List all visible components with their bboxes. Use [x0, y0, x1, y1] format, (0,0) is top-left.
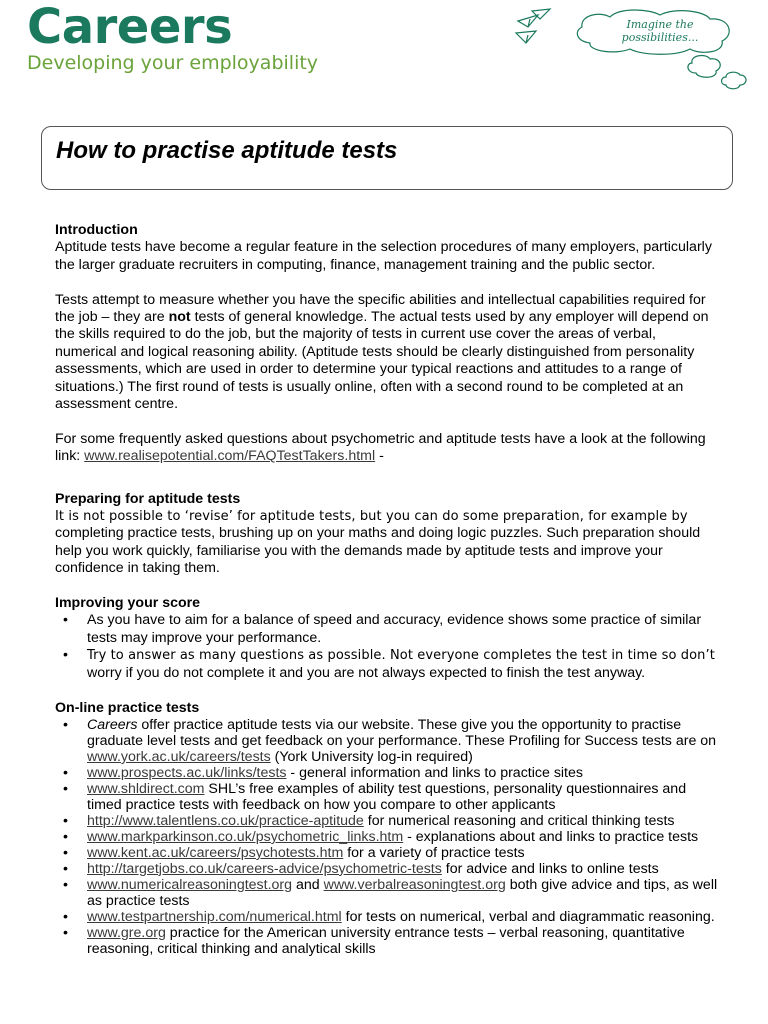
improving-heading: Improving your score [55, 595, 201, 612]
emphasis-not: not [168, 309, 191, 326]
verbal-reasoning-link[interactable]: www.verbalreasoningtest.org [323, 876, 506, 893]
list-item: • www.testpartnership.com/numerical.html for tests on numerical, verbal and diagrammatic reasoning. [55, 909, 720, 925]
paper-plane-icon [532, 9, 550, 19]
slogan: Imagine the possibilities... [621, 18, 699, 44]
kent-link[interactable]: www.kent.ac.uk/careers/psychotests.htm [87, 844, 344, 861]
faq-link[interactable]: www.realisepotential.com/FAQTestTakers.html [84, 448, 376, 465]
numerical-reasoning-link[interactable]: www.numericalreasoningtest.org [87, 876, 293, 893]
improving-list [55, 612, 720, 682]
list-item: • www.prospects.ac.uk/links/tests - general information and links to practice sites [55, 765, 720, 781]
markparkinson-link[interactable]: www.markparkinson.co.uk/psychometric_links.htm [87, 828, 404, 845]
testpartnership-link[interactable]: www.testpartnership.com/numerical.html [87, 908, 342, 925]
list-item: • www.shldirect.com SHL’s free examples of ability test questions, personality questionnaires and timed practice tests with feedback on how you compare to other applicants [55, 781, 720, 813]
shldirect-link[interactable]: www.shldirect.com [87, 780, 205, 797]
brand-tagline: Developing your employability [27, 52, 319, 74]
list-item: • http://www.talentlens.co.uk/practice-aptitude for numerical reasoning and critical thinking tests [55, 813, 720, 829]
intro-heading: Introduction [55, 222, 138, 238]
document-body [55, 222, 720, 957]
list-item: • Careers offer practice aptitude tests via our website. These give you the opportunity to practise graduate level tests and get feedback on your performance. These Profiling for Success tests are on www.york.ac.uk/careers/tests (York University log-in required) [55, 717, 720, 765]
list-item: • www.kent.ac.uk/careers/psychotests.htm for a variety of practice tests [55, 845, 720, 861]
online-list [55, 717, 720, 957]
list-item: • www.gre.org practice for the American university entrance tests – verbal reasoning, quantitative reasoning, critical thinking and analytical skills [55, 925, 720, 957]
intro-paragraph-1: Aptitude tests have become a regular feature in the selection procedures of many employers, particularly the larger graduate recruiters in computing, finance, management training and the public sector. [55, 239, 712, 273]
brand-title: Careers [27, 0, 233, 55]
targetjobs-link[interactable]: http://targetjobs.co.uk/careers-advice/psychometric-tests [87, 860, 442, 877]
paper-plane-icon [518, 15, 538, 27]
list-item: • http://targetjobs.co.uk/careers-advice/psychometric-tests for advice and links to online tests [55, 861, 720, 877]
preparing-paragraph: It is not possible to ‘revise’ for aptitude tests, but you can do some preparation, for example by completing practice tests, brushing up on your maths and doing logic puzzles. Such preparation should help you work quickly, familiarise you with the demands made by aptitude tests and improve your confidence in taking them. [55, 509, 701, 577]
prospects-link[interactable]: www.prospects.ac.uk/links/tests [87, 764, 287, 781]
talentlens-link[interactable]: http://www.talentlens.co.uk/practice-aptitude [87, 812, 364, 829]
page-title: How to practise aptitude tests [56, 137, 398, 164]
list-item: • www.numericalreasoningtest.org and www.verbalreasoningtest.org both give advice and tips, as well as practice tests [55, 877, 720, 909]
gre-link[interactable]: www.gre.org [87, 924, 166, 941]
york-tests-link[interactable]: www.york.ac.uk/careers/tests [87, 748, 271, 765]
intro-paragraph-3: For some frequently asked questions about psychometric and aptitude tests have a look at the following link: www.realisepotential.com/FAQTestTakers.html - [55, 430, 706, 465]
online-heading: On-line practice tests [55, 699, 200, 716]
intro-paragraph-2: Tests attempt to measure whether you have the specific abilities and intellectual capabilities required for the job – they are not tests of general knowledge. The actual tests used by any employer will depend on the skills required to do the job, but the majority of tests in current use cover the areas of verbal, numerical and logical reasoning ability. (Aptitude tests should be clearly distinguished from personality assessments, which are used in order to determine your typical reactions and attitudes to a range of situations.) The first round of tests is usually online, often with a second round to be completed at an assessment centre. [55, 291, 709, 413]
cloud-icon [722, 72, 747, 89]
list-item: • Try to answer as many questions as possible. Not everyone completes the test in time so don’t worry if you do not complete it and you are not always expected to finish the test anyway. [55, 647, 720, 682]
list-item: • As you have to aim for a balance of speed and accuracy, evidence shows some practice of similar tests may improve your performance. [55, 612, 720, 647]
list-item: • www.markparkinson.co.uk/psychometric_links.htm - explanations about and links to practice tests [55, 829, 720, 845]
cloud-icon [688, 56, 720, 78]
paper-plane-icon [516, 31, 536, 43]
title-box [41, 126, 733, 190]
preparing-heading: Preparing for aptitude tests [55, 490, 241, 507]
